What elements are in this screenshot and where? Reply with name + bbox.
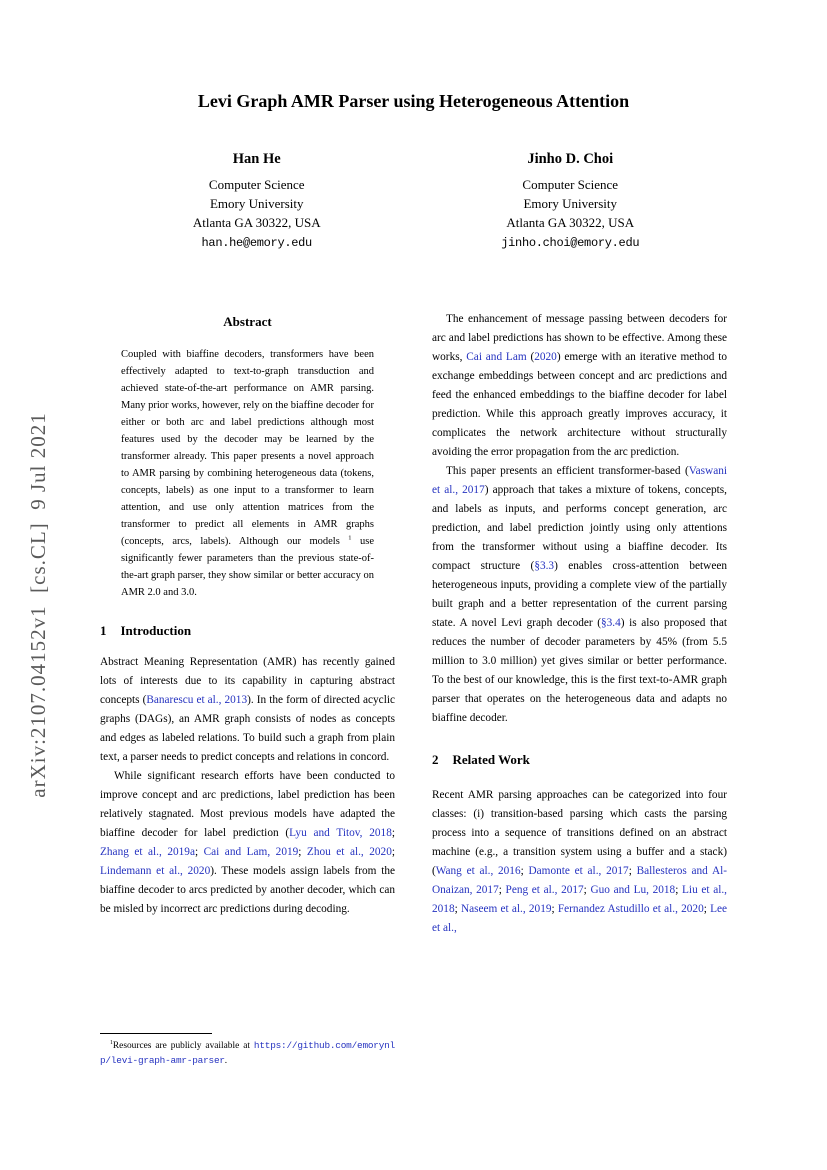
- section-number: 1: [100, 623, 107, 638]
- footnote-marker: 1: [348, 534, 352, 542]
- citation-link[interactable]: Zhou et al., 2020: [306, 846, 392, 858]
- section-2-heading: [432, 752, 727, 768]
- left-column: [100, 310, 395, 1070]
- paragraph: Abstract Meaning Representation (AMR) has recently gained lots of interests due to its capability in capturing abstract concepts (Banarescu et al., 2013). In the form of directed acyclic graphs (DAGs), an AMR graph consists of nodes as concepts and edges as labeled relations. To build such a graph from plain text, a parser needs to predict concepts and relations in concord.: [100, 656, 395, 763]
- author-affiliation: Emory University: [209, 196, 304, 211]
- citation-link[interactable]: Liu et al., 2018: [432, 884, 727, 915]
- author-email: jinho.choi@emory.edu: [501, 236, 640, 250]
- section-number: 2: [432, 752, 439, 767]
- abstract-heading: Abstract: [223, 314, 272, 329]
- paragraph: While significant research efforts have been conducted to improve concept and arc predictions, label prediction has been relatively stagnated. Most previous models have adapted the biaffine decoder for label prediction (Lyu and Titov, 2018; Zhang et al., 2019a; Cai and Lam, 2019; Zhou et al., 2020; Lindemann et al., 2020). These models assign labels from the biaffine decoder to arcs predicted by another decoder, which can be misled by incorrect arc predictions during decoding.: [100, 770, 395, 915]
- abstract-text: Coupled with biaffine decoders, transformers have been effectively adapted to text-to-graph transduction and achieved state-of-the-art performance on AMR parsing. Many prior works, however, rely on the biaffine decoder for either or both arc and label predictions although most features used by the decoder may be learned by the transformer already. This paper presents a novel approach to AMR parsing by combining heterogeneous data (tokens, concepts, labels) as one input to a transformer to learn attention, and use only attention matrices from the transformer to predict all elements in AMR graphs (concepts, arcs, labels). Although our models $^1$ use significantly fewer parameters than the previous state-of-the-art graph parser, they show similar or better accuracy on AMR 2.0 and 3.0.: [121, 349, 375, 598]
- paragraph: Recent AMR parsing approaches can be categorized into four classes: (i) transition-based parsing which casts the parsing process into a sequence of transitions defined on an abstract machine (e.g., a transition system using a buffer and a stack) (Wang et al., 2016; Damonte et al., 2017; Ballesteros and Al-Onaizan, 2017; Peng et al., 2017; Guo and Lu, 2018; Liu et al., 2018; Naseem et al., 2019; Fernandez Astudillo et al., 2020; Lee et al.,: [432, 789, 728, 934]
- citation-link[interactable]: Peng et al., 2017: [505, 884, 584, 896]
- author-section: [100, 151, 727, 250]
- citation-link[interactable]: 2020: [534, 351, 557, 363]
- citation-link[interactable]: Fernandez Astudillo et al., 2020: [557, 903, 704, 915]
- citation-link[interactable]: Naseem et al., 2019: [460, 903, 552, 915]
- author-affiliation: Computer Science: [208, 177, 305, 192]
- footnote-text: $^1$Resources are publicly available at https://github.com/emorynlp/levi-graph-amr-parser.: [100, 1039, 395, 1066]
- paragraph: The enhancement of message passing between decoders for arc and label predictions has shown to be effective. Among these works, Cai and Lam (2020) emerge with an iterative method to exchange embeddings between concept and arc predictions and feed the enhanced embeddings to the biaffine decoder for label prediction. While this approach greatly improves accuracy, it complicates the network architecture without structurally avoiding the error propagation from the arc prediction.: [432, 313, 727, 458]
- section-1-heading: [100, 623, 395, 639]
- two-column-body: [100, 310, 727, 1070]
- author-affiliation: Computer Science: [522, 177, 619, 192]
- footnote-url-link[interactable]: https://github.com/emorynlp/levi-graph-amr-parser: [100, 1040, 395, 1066]
- citation-link[interactable]: Lyu and Titov, 2018: [289, 827, 392, 839]
- author-affiliation: Atlanta GA 30322, USA: [506, 215, 635, 230]
- citation-link[interactable]: Damonte et al., 2017: [528, 865, 629, 877]
- author-block: [100, 151, 414, 250]
- paragraph: This paper presents an efficient transformer-based (Vaswani et al., 2017) approach that takes a mixture of tokens, concepts, and labels as inputs, and performs concept generation, arc prediction, and label prediction jointly using only attentions from the transformer without using a biaffine decoder. Its compact structure (§3.3) enables cross-attention between heterogeneous inputs, providing a complete view of the partially built graph and a better representation of the current parsing state. A novel Levi graph decoder (§3.4) is also proposed that reduces the number of decoder parameters by 45% (from 5.5 million to 3.0 million) yet gives similar or better performance. To the best of our knowledge, this is the first text-to-AMR graph parser that operates on the heterogeneous data and adapts no biaffine decoder.: [432, 465, 727, 724]
- citation-link[interactable]: Lindemann et al., 2020: [100, 865, 211, 877]
- author-name: Han He: [232, 151, 281, 167]
- citation-link[interactable]: Cai and Lam, 2019: [203, 846, 299, 858]
- citation-link[interactable]: Guo and Lu, 2018: [590, 884, 676, 896]
- citation-link[interactable]: §3.3: [534, 560, 555, 572]
- author-block: [414, 151, 728, 250]
- citation-link[interactable]: Ballesteros and Al-Onaizan, 2017: [432, 865, 728, 896]
- citation-link[interactable]: Vaswani et al., 2017: [432, 465, 727, 496]
- right-column: [432, 310, 727, 1070]
- footnote-area: [100, 1030, 395, 1068]
- citation-link[interactable]: Banarescu et al., 2013: [146, 694, 248, 706]
- author-name: Jinho D. Choi: [527, 151, 614, 167]
- citation-link[interactable]: Wang et al., 2016: [435, 865, 521, 877]
- citation-link[interactable]: Zhang et al., 2019a: [100, 846, 195, 858]
- footnote-marker: 1: [110, 1039, 113, 1046]
- section-title: Introduction: [120, 623, 192, 638]
- section-title: Related Work: [452, 752, 530, 767]
- author-email: han.he@emory.edu: [201, 236, 312, 250]
- citation-link[interactable]: Cai and Lam: [466, 351, 527, 363]
- arxiv-watermark: arXiv:2107.04152v1 [cs.CL] 9 Jul 2021: [26, 412, 50, 798]
- author-affiliation: Atlanta GA 30322, USA: [192, 215, 321, 230]
- citation-link[interactable]: §3.4: [601, 617, 621, 629]
- citation-link[interactable]: Lee et al.,: [432, 903, 728, 934]
- paper-title: Levi Graph AMR Parser using Heterogeneous Attention: [197, 91, 630, 111]
- footnote-rule: [100, 1033, 212, 1034]
- author-affiliation: Emory University: [523, 196, 617, 211]
